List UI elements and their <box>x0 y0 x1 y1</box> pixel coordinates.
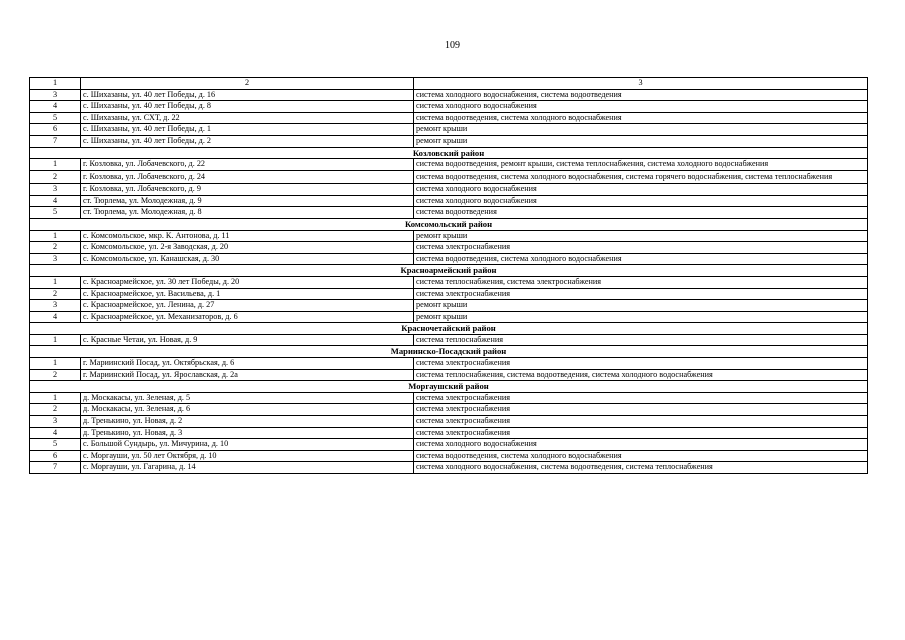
works-cell: система электроснабжения <box>414 427 868 439</box>
district-heading: Козловский район <box>30 147 868 159</box>
district-heading-row <box>30 381 868 393</box>
address-cell: д. Тренькино, ул. Новая, д. 3 <box>81 427 414 439</box>
table-row <box>30 427 868 439</box>
works-cell: система холодного водоснабжения <box>414 195 868 207</box>
district-heading-row <box>30 323 868 335</box>
row-number-cell: 1 <box>30 276 81 288</box>
table-row <box>30 300 868 312</box>
works-cell: система электроснабжения <box>414 404 868 416</box>
row-number-cell: 2 <box>30 170 81 183</box>
address-cell: с. Шихазаны, ул. 40 лет Победы, д. 1 <box>81 124 414 136</box>
works-cell: система электроснабжения <box>414 392 868 404</box>
works-table <box>29 77 868 474</box>
table-row <box>30 392 868 404</box>
district-heading-row <box>30 346 868 358</box>
table-row <box>30 89 868 101</box>
district-heading-row <box>30 147 868 159</box>
address-cell: ст. Тюрлема, ул. Молодежная, д. 9 <box>81 195 414 207</box>
table-row <box>30 404 868 416</box>
address-cell: с. Шихазаны, ул. 40 лет Победы, д. 8 <box>81 101 414 113</box>
table-row <box>30 112 868 124</box>
district-heading: Мариинско-Посадский район <box>30 346 868 358</box>
works-cell: система водоотведения <box>414 207 868 219</box>
row-number-cell: 1 <box>30 358 81 370</box>
works-cell: ремонт крыши <box>414 311 868 323</box>
row-number-cell: 3 <box>30 300 81 312</box>
address-cell: г. Козловка, ул. Лобачевского, д. 9 <box>81 184 414 196</box>
page-number: 109 <box>445 40 460 51</box>
works-cell: ремонт крыши <box>414 124 868 136</box>
address-cell: с. Шихазаны, ул. 40 лет Победы, д. 16 <box>81 89 414 101</box>
row-number-cell: 6 <box>30 124 81 136</box>
table-row <box>30 288 868 300</box>
table-row <box>30 184 868 196</box>
address-cell: с. Красноармейское, ул. Васильева, д. 1 <box>81 288 414 300</box>
works-cell: система водоотведения, система холодного водоснабжения <box>414 450 868 462</box>
row-number-cell: 4 <box>30 427 81 439</box>
table-row <box>30 462 868 474</box>
row-number-cell: 3 <box>30 253 81 265</box>
address-cell: д. Тренькино, ул. Новая, д. 2 <box>81 416 414 428</box>
row-number-cell: 3 <box>30 89 81 101</box>
works-cell: система электроснабжения <box>414 358 868 370</box>
row-number-cell: 1 <box>30 334 81 346</box>
row-number-cell: 6 <box>30 450 81 462</box>
row-number-cell: 3 <box>30 416 81 428</box>
address-cell: г. Мариинский Посад, ул. Октябрьская, д. 6 <box>81 358 414 370</box>
row-number-cell: 2 <box>30 404 81 416</box>
address-cell: с. Комсомольское, ул. Канашская, д. 30 <box>81 253 414 265</box>
works-cell: система холодного водоснабжения, система водоотведения <box>414 89 868 101</box>
works-cell: система водоотведения, ремонт крыши, система теплоснабжения, система холодного водоснабжения <box>414 159 868 171</box>
table-row <box>30 195 868 207</box>
table-row <box>30 311 868 323</box>
table-row <box>30 439 868 451</box>
works-cell: ремонт крыши <box>414 135 868 147</box>
table-row <box>30 358 868 370</box>
row-number-cell: 1 <box>30 392 81 404</box>
works-cell: система холодного водоснабжения, система водоотведения, система теплоснабжения <box>414 462 868 474</box>
address-cell: с. Красноармейское, ул. Ленина, д. 27 <box>81 300 414 312</box>
works-cell: система электроснабжения <box>414 288 868 300</box>
address-cell: с. Комсомольское, ул. 2-я Заводская, д. 20 <box>81 242 414 254</box>
row-number-cell: 4 <box>30 195 81 207</box>
row-number-cell: 7 <box>30 135 81 147</box>
row-number-cell: 5 <box>30 439 81 451</box>
row-number-cell: 3 <box>30 184 81 196</box>
table-row <box>30 135 868 147</box>
table-row <box>30 253 868 265</box>
row-number-cell: 1 <box>30 230 81 242</box>
table-row <box>30 334 868 346</box>
table-row <box>30 230 868 242</box>
table-body <box>30 78 868 474</box>
row-number-cell: 2 <box>30 369 81 381</box>
table-row <box>30 101 868 113</box>
address-cell: г. Мариинский Посад, ул. Ярославская, д. 2а <box>81 369 414 381</box>
works-cell: система теплоснабжения, система электроснабжения <box>414 276 868 288</box>
district-heading: Красноармейский район <box>30 265 868 277</box>
works-cell: система водоотведения, система холодного водоснабжения <box>414 253 868 265</box>
table-row <box>30 276 868 288</box>
works-cell: система водоотведения, система холодного водоснабжения <box>414 112 868 124</box>
works-cell: система электроснабжения <box>414 416 868 428</box>
table-row <box>30 450 868 462</box>
works-cell: система холодного водоснабжения <box>414 184 868 196</box>
address-cell: с. Комсомольское, мкр. К. Антонова, д. 11 <box>81 230 414 242</box>
address-cell: ст. Тюрлема, ул. Молодежная, д. 8 <box>81 207 414 219</box>
address-cell: с. Шихазаны, ул. 40 лет Победы, д. 2 <box>81 135 414 147</box>
district-heading-row <box>30 218 868 230</box>
row-number-cell: 2 <box>30 288 81 300</box>
row-number-cell: 5 <box>30 207 81 219</box>
address-cell: с. Красноармейское, ул. Механизаторов, д. 6 <box>81 311 414 323</box>
table-row <box>30 369 868 381</box>
district-heading: Комсомольский район <box>30 218 868 230</box>
works-cell: система водоотведения, система холодного водоснабжения, система горячего водоснабжения, система теплоснабжения <box>414 170 868 183</box>
district-heading-row <box>30 265 868 277</box>
address-cell: с. Красноармейское, ул. 30 лет Победы, д. 20 <box>81 276 414 288</box>
header-col-works: 3 <box>414 78 868 90</box>
address-cell: д. Москакасы, ул. Зеленая, д. 6 <box>81 404 414 416</box>
works-cell: система холодного водоснабжения <box>414 439 868 451</box>
works-cell: ремонт крыши <box>414 230 868 242</box>
row-number-cell: 7 <box>30 462 81 474</box>
address-cell: г. Козловка, ул. Лобачевского, д. 24 <box>81 170 414 183</box>
address-cell: с. Большой Сундырь, ул. Мичурина, д. 10 <box>81 439 414 451</box>
table-row <box>30 159 868 171</box>
row-number-cell: 1 <box>30 159 81 171</box>
district-heading: Моргаушский район <box>30 381 868 393</box>
works-cell: система теплоснабжения, система водоотведения, система холодного водоснабжения <box>414 369 868 381</box>
address-cell: с. Моргауши, ул. Гагарина, д. 14 <box>81 462 414 474</box>
table-row <box>30 207 868 219</box>
row-number-cell: 4 <box>30 101 81 113</box>
table-row <box>30 170 868 183</box>
table-row <box>30 416 868 428</box>
works-cell: система теплоснабжения <box>414 334 868 346</box>
works-cell: система холодного водоснабжения <box>414 101 868 113</box>
address-cell: с. Моргауши, ул. 50 лет Октября, д. 10 <box>81 450 414 462</box>
header-col-address: 2 <box>81 78 414 90</box>
works-cell: ремонт крыши <box>414 300 868 312</box>
district-heading: Красночетайский район <box>30 323 868 335</box>
table-row <box>30 242 868 254</box>
row-number-cell: 2 <box>30 242 81 254</box>
table-row <box>30 124 868 136</box>
address-cell: с. Шихазаны, ул. СХТ, д. 22 <box>81 112 414 124</box>
address-cell: г. Козловка, ул. Лобачевского, д. 22 <box>81 159 414 171</box>
row-number-cell: 4 <box>30 311 81 323</box>
address-cell: с. Красные Четаи, ул. Новая, д. 9 <box>81 334 414 346</box>
works-cell: система электроснабжения <box>414 242 868 254</box>
table-header-row <box>30 78 868 90</box>
header-col-number: 1 <box>30 78 81 90</box>
address-cell: д. Москакасы, ул. Зеленая, д. 5 <box>81 392 414 404</box>
row-number-cell: 5 <box>30 112 81 124</box>
